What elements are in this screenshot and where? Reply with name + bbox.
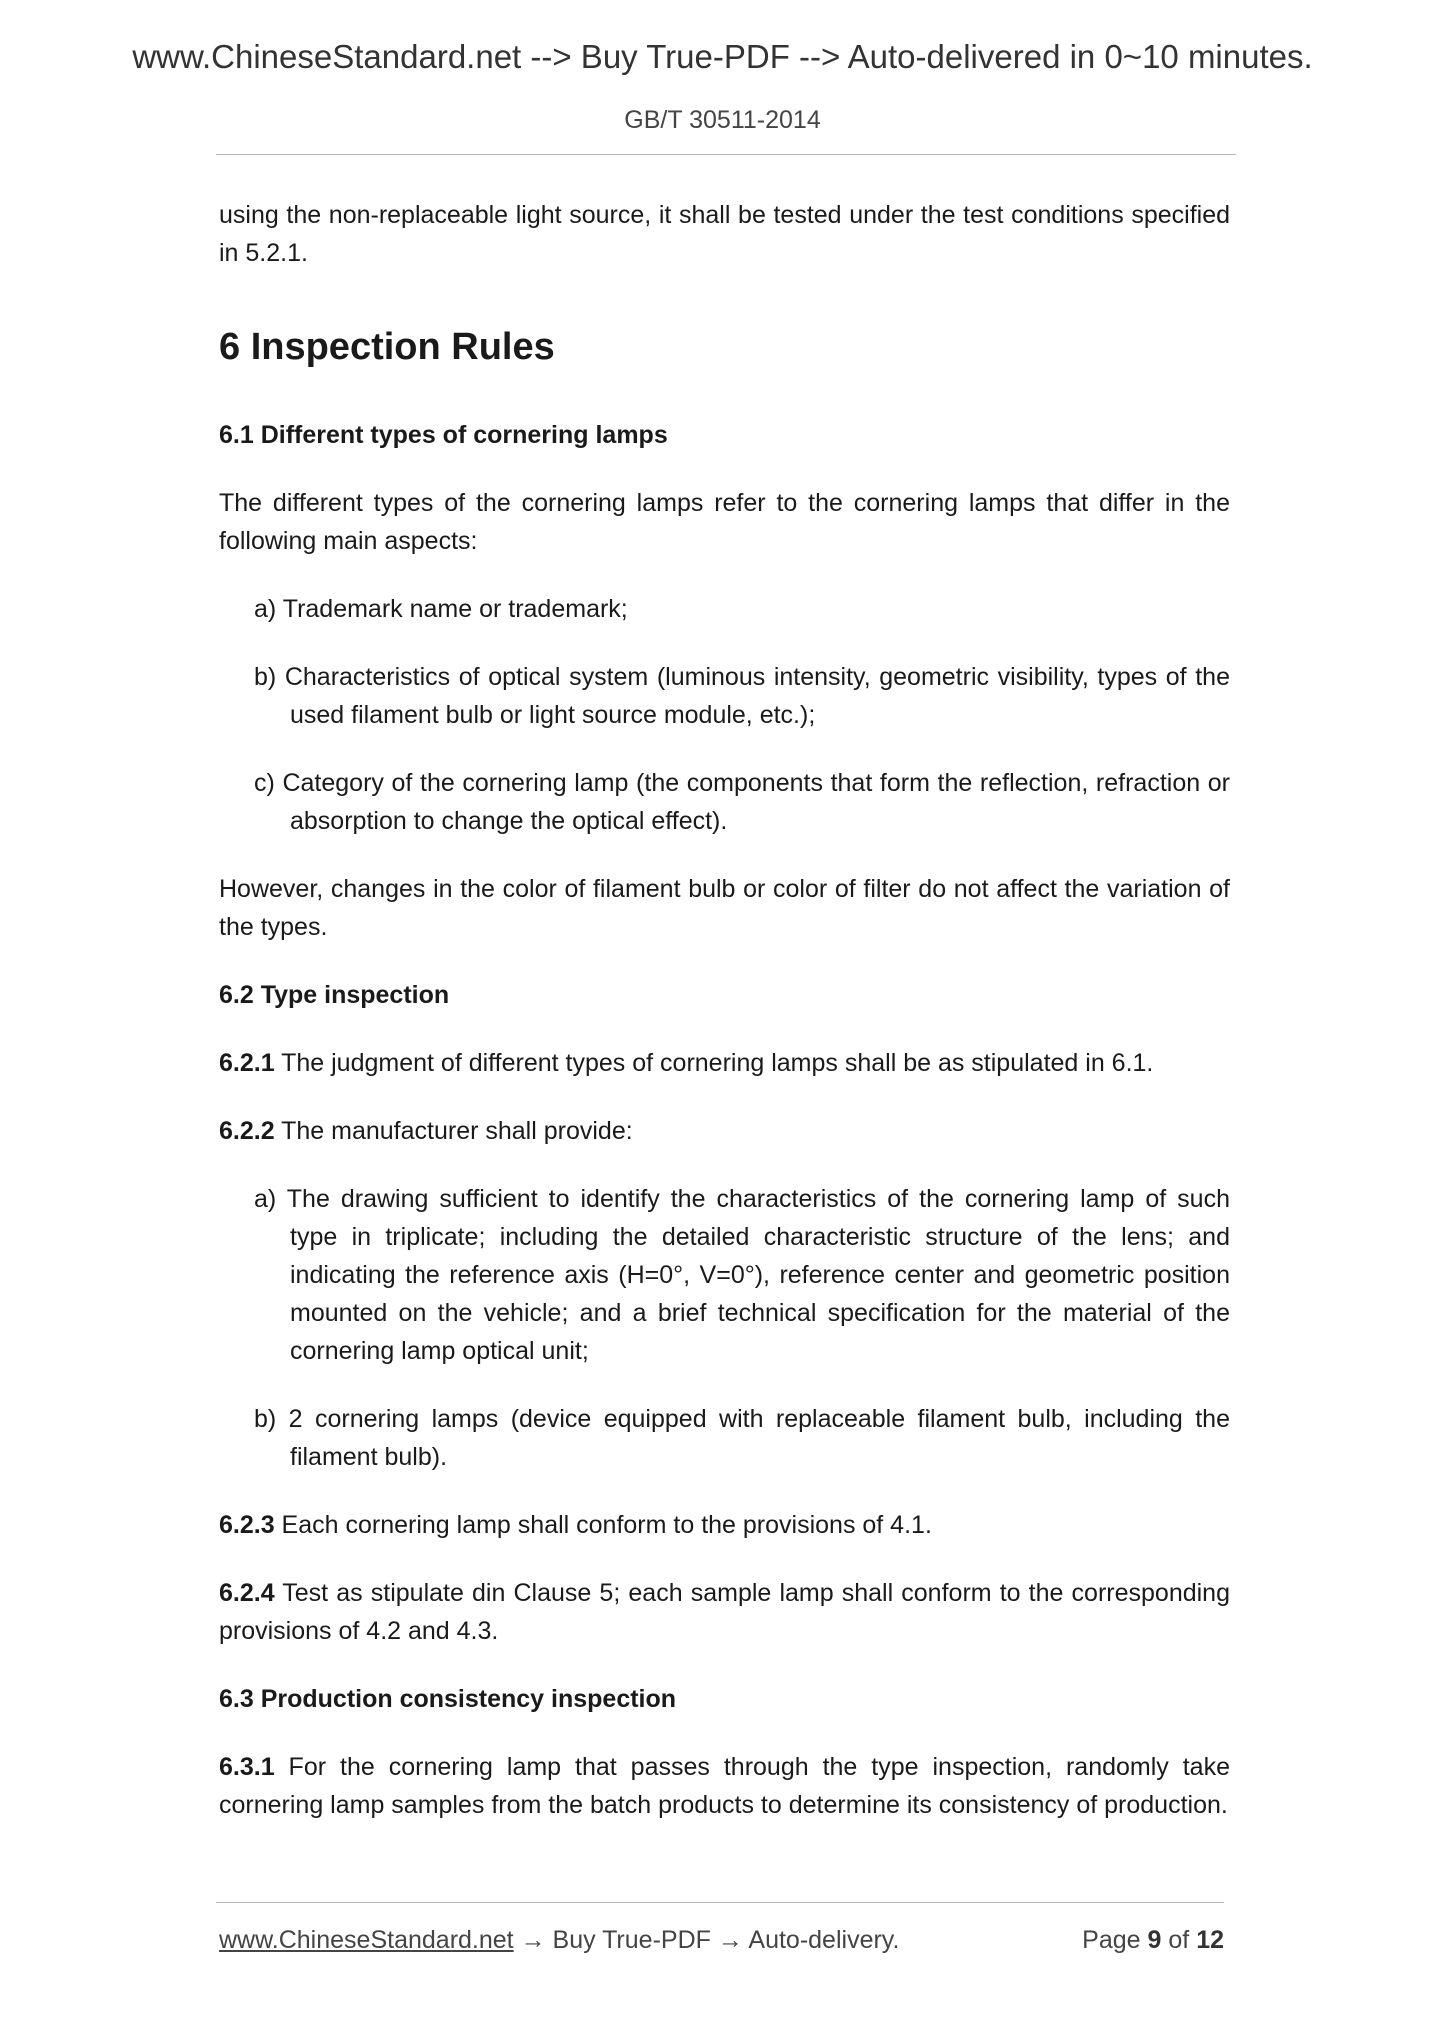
clause-text: Test as stipulate din Clause 5; each sample lamp shall conform to the corresponding provisions of 4.2 and 4.3.: [219, 1579, 1230, 1645]
subsection-6-2-title: 6.2 Type inspection: [219, 981, 450, 1009]
footer-left: [219, 1926, 899, 1954]
intro-paragraph: using the non-replaceable light source, it shall be tested under the test conditions specified in 5.2.1.: [219, 201, 1230, 267]
list-item: a) Trademark name or trademark;: [254, 595, 628, 623]
clause-text: The manufacturer shall provide:: [274, 1117, 633, 1145]
clause-6-2-4: [219, 1574, 1230, 1650]
clause-6-2-1: [219, 1044, 1230, 1082]
document-body: [219, 196, 1230, 1824]
list-item: c) Category of the cornering lamp (the components that form the reflection, refraction or absorption to change the optical effect).: [254, 769, 1230, 835]
clause-6-2-2: [219, 1112, 1230, 1150]
page-total: 12: [1196, 1926, 1224, 1954]
footer-tagline: → Buy True-PDF → Auto-delivery.: [513, 1926, 900, 1954]
page-indicator: [1082, 1923, 1224, 1957]
clause-number: 6.2.4: [219, 1579, 275, 1607]
footer-divider: [216, 1902, 1224, 1903]
clause-text: For the cornering lamp that passes through the type inspection, randomly take cornering lamp samples from the batch products to determine its consistency of production.: [219, 1753, 1230, 1819]
list-item: b) Characteristics of optical system (luminous intensity, geometric visibility, types of the used filament bulb or light source module, etc.);: [254, 663, 1230, 729]
clause-number: 6.2.2: [219, 1117, 275, 1145]
clause-number: 6.2.3: [219, 1511, 275, 1539]
header-divider: [216, 154, 1236, 155]
of-word: of: [1168, 1926, 1190, 1954]
site-banner: www.ChineseStandard.net --> Buy True-PDF --> Auto-delivered in 0~10 minutes.: [132, 38, 1313, 75]
subsection-6-3-title: 6.3 Production consistency inspection: [219, 1685, 677, 1713]
site-link[interactable]: www.ChineseStandard.net: [219, 1926, 514, 1954]
subsection-6-1-note: However, changes in the color of filament bulb or color of filter do not affect the variation of the types.: [219, 875, 1230, 941]
subsection-6-1-text: The different types of the cornering lamps refer to the cornering lamps that differ in the following main aspects:: [219, 489, 1230, 555]
standard-code: GB/T 30511-2014: [624, 106, 821, 134]
clause-6-2-3: [219, 1506, 1230, 1544]
clause-6-3-1: [219, 1748, 1230, 1824]
page-word: Page: [1082, 1926, 1141, 1954]
clause-number: 6.2.1: [219, 1049, 275, 1077]
page-number: 9: [1147, 1926, 1162, 1954]
list-item: a) The drawing sufficient to identify the characteristics of the cornering lamp of such type in triplicate; including the detailed characteristic structure of the lens; and indicating the reference axis (H=0°, V=0°), reference center and geometric position mounted on the vehicle; and a brief technical specification for the material of the cornering lamp optical unit;: [254, 1185, 1230, 1365]
clause-text: The judgment of different types of cornering lamps shall be as stipulated in 6.1.: [274, 1049, 1154, 1077]
list-item: b) 2 cornering lamps (device equipped with replaceable filament bulb, including the filament bulb).: [254, 1405, 1230, 1471]
page-footer: [219, 1923, 1224, 1957]
section-title: 6 Inspection Rules: [219, 326, 555, 368]
clause-text: Each cornering lamp shall conform to the provisions of 4.1.: [274, 1511, 932, 1539]
clause-number: 6.3.1: [219, 1753, 275, 1781]
subsection-6-1-title: 6.1 Different types of cornering lamps: [219, 421, 668, 449]
